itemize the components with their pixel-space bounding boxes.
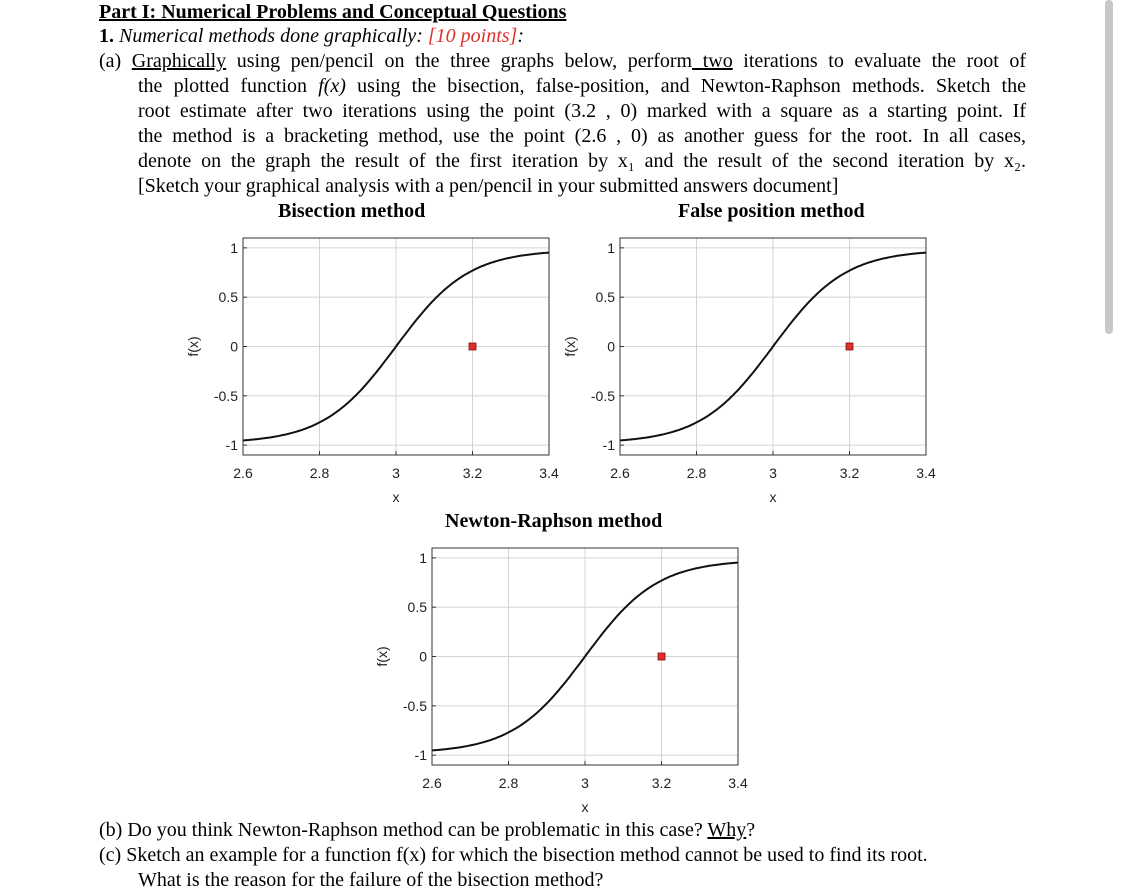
x-tick-label: 2.6: [233, 465, 253, 481]
y-tick-label: -0.5: [402, 697, 427, 714]
y-tick-label: 1: [230, 239, 238, 256]
x-tick-label: 2.6: [610, 465, 630, 481]
y-tick-label: 0.5: [218, 289, 238, 306]
x-tick-label: 3.4: [728, 775, 748, 791]
x-tick-label: 3.2: [651, 775, 672, 791]
question-points: [10 points]: [427, 25, 518, 47]
start-point-marker: [846, 343, 853, 350]
part-a-line-3: root estimate after two iterations using the point (3.2 , 0) marked with a square as a starting point. If: [138, 100, 1026, 122]
y-tick-label: -0.5: [590, 387, 615, 404]
part-a-line-5: denote on the graph the result of the first iteration by x₁ and the result of the second iteration by x₂.: [138, 150, 1026, 172]
y-tick-label: 1: [607, 239, 615, 256]
word-graphically: Graphically: [131, 50, 227, 72]
y-axis-label: f(x): [374, 646, 390, 667]
false-position-title: False position method: [678, 200, 865, 222]
bisection-chart: [170, 230, 570, 515]
y-tick-label: -1: [414, 747, 427, 764]
y-axis-label: f(x): [562, 336, 578, 357]
newton-chart: [359, 540, 759, 825]
start-point-marker: [658, 653, 665, 660]
y-tick-label: 0.5: [595, 289, 615, 306]
x-tick-label: 2.8: [498, 775, 519, 791]
false-position-chart: [547, 230, 947, 515]
word-why: Why: [707, 819, 747, 841]
y-tick-label: -1: [225, 437, 238, 454]
question-1-heading: 1. Numerical methods done graphically: [10 points]:: [99, 25, 524, 47]
part-a-line-1: (a) Graphically using pen/pencil on the three graphs below, perform two iterations to evaluate the root of: [99, 50, 1027, 72]
y-tick-label: 1: [419, 549, 427, 566]
start-point-marker: [469, 343, 476, 350]
question-number: 1.: [99, 25, 114, 47]
y-tick-label: 0.5: [407, 599, 427, 616]
newton-title: Newton-Raphson method: [445, 510, 663, 532]
x-tick-label: 3: [769, 465, 777, 481]
x-tick-label: 3: [392, 465, 400, 481]
x-axis-label: x: [769, 489, 777, 505]
x-tick-label: 3: [581, 775, 589, 791]
y-tick-label: 0: [607, 338, 615, 355]
part-c-line-1: (c) Sketch an example for a function f(x) for which the bisection method cannot be used to find its root.: [99, 844, 928, 866]
x-tick-label: 2.8: [309, 465, 330, 481]
bisection-title: Bisection method: [278, 200, 426, 222]
x-tick-label: 3.4: [539, 465, 559, 481]
part-b: (b) Do you think Newton-Raphson method can be problematic in this case? Why?: [99, 819, 756, 841]
x-tick-label: 3.2: [839, 465, 860, 481]
question-title: Numerical methods done graphically: [119, 25, 417, 47]
word-two: two: [702, 50, 733, 72]
x-tick-label: 2.6: [422, 775, 442, 791]
y-tick-label: -0.5: [213, 387, 238, 404]
part-c-line-2: What is the reason for the failure of the bisection method?: [138, 869, 604, 891]
x-tick-label: 2.8: [686, 465, 707, 481]
part-a-line-4: the method is a bracketing method, use the point (2.6 , 0) as another guess for the root. In all cases,: [138, 125, 1026, 147]
x-axis-label: x: [392, 489, 400, 505]
x-axis-label: x: [581, 799, 589, 815]
part-a-line-6: [Sketch your graphical analysis with a pen/pencil in your submitted answers document]: [138, 175, 839, 197]
x-tick-label: 3.2: [462, 465, 483, 481]
part-a-line-2: the plotted function f(x) using the bisection, false-position, and Newton-Raphson methods. Sketch the: [138, 75, 1026, 97]
scrollbar-thumb[interactable]: [1105, 0, 1113, 334]
y-axis-label: f(x): [185, 336, 201, 357]
x-tick-label: 3.4: [916, 465, 936, 481]
y-tick-label: 0: [419, 648, 427, 665]
part-title: Part I: Numerical Problems and Conceptual Questions: [99, 1, 567, 23]
y-tick-label: 0: [230, 338, 238, 355]
y-tick-label: -1: [602, 437, 615, 454]
